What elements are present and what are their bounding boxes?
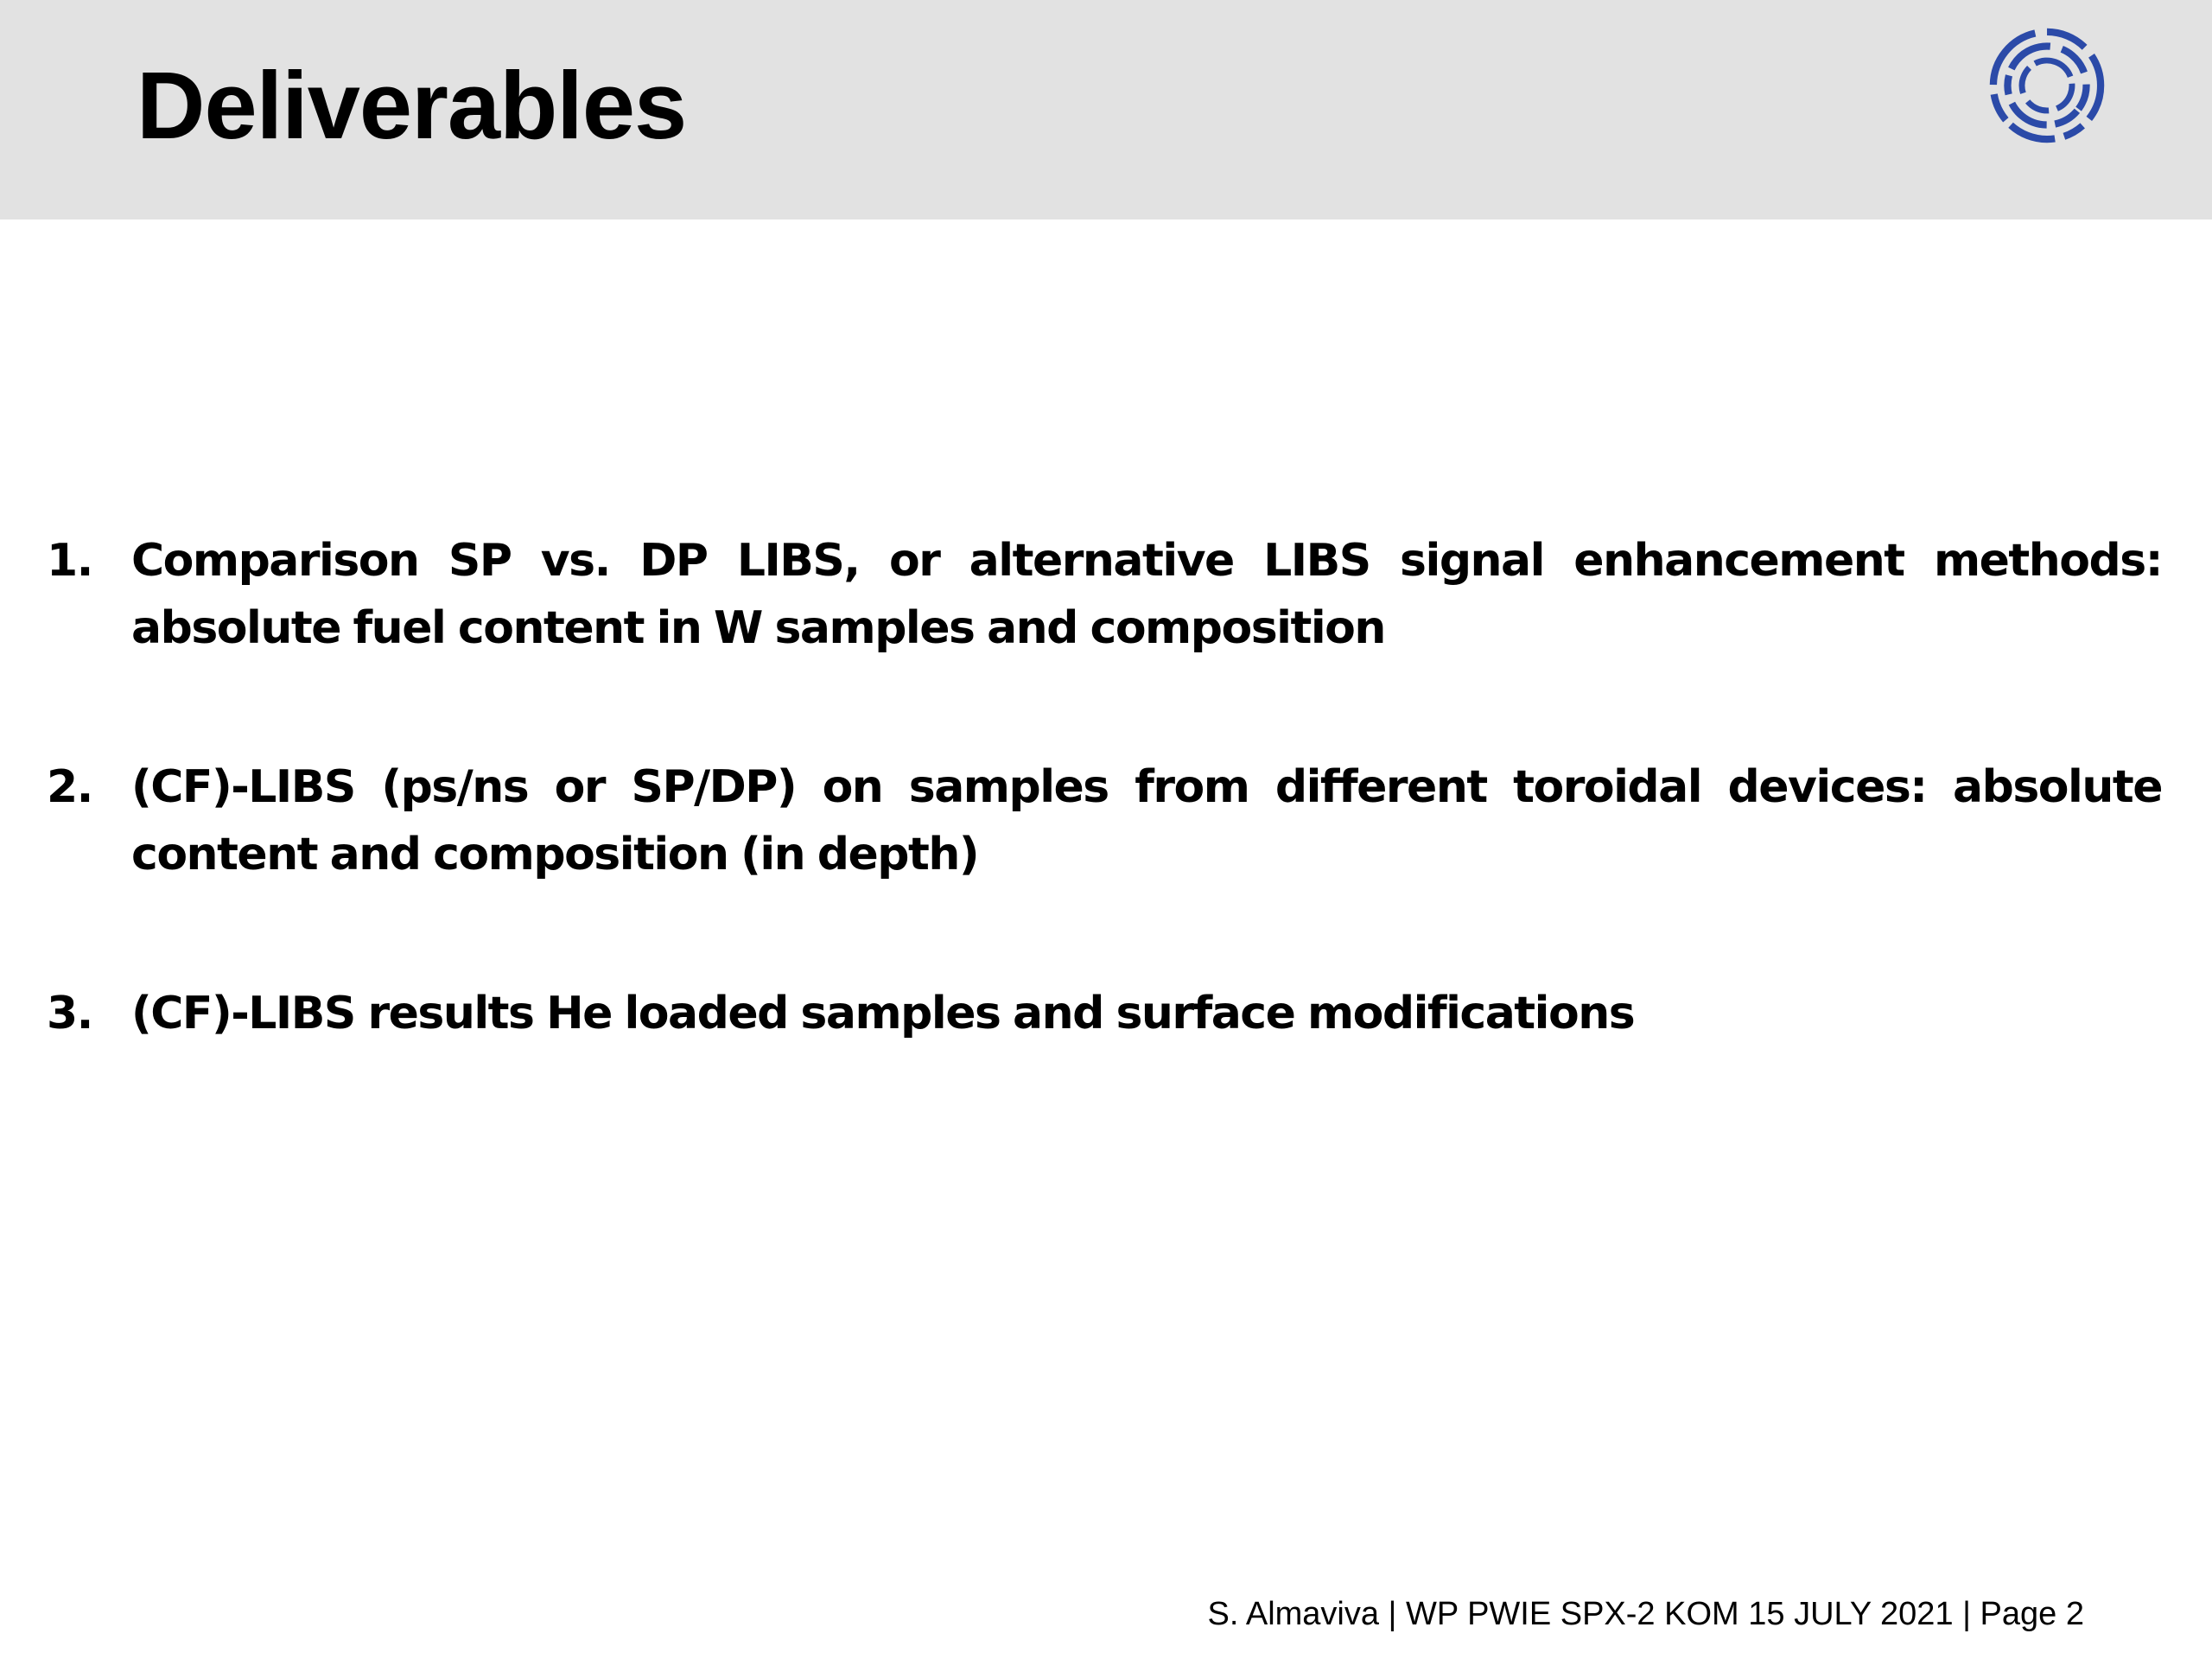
deliverable-number: 3.	[47, 988, 92, 1039]
deliverable-number: 1.	[47, 535, 92, 587]
deliverable-item	[47, 753, 2162, 888]
slide-title: Deliverables	[137, 53, 687, 159]
deliverable-item	[47, 527, 2162, 662]
deliverable-text: Comparison SP vs. DP LIBS, or alternative LIBS signal enhancement methods: absolute fuel content in W samples and composition	[131, 535, 2162, 654]
slide-footer: S. Almaviva | WP PWIE SPX-2 KOM 15 JULY 2021 | Page 2	[1207, 1596, 2084, 1632]
deliverable-item	[47, 980, 2162, 1047]
ring-segments-logo-icon	[1987, 26, 2107, 145]
deliverable-text: (CF)-LIBS (ps/ns or SP/DP) on samples from different toroidal devices: absolute content and composition (in depth)	[131, 761, 2162, 880]
deliverable-number: 2.	[47, 761, 92, 813]
deliverables-list	[47, 527, 2162, 1047]
deliverable-text: (CF)-LIBS results He loaded samples and surface modifications	[131, 988, 1635, 1039]
